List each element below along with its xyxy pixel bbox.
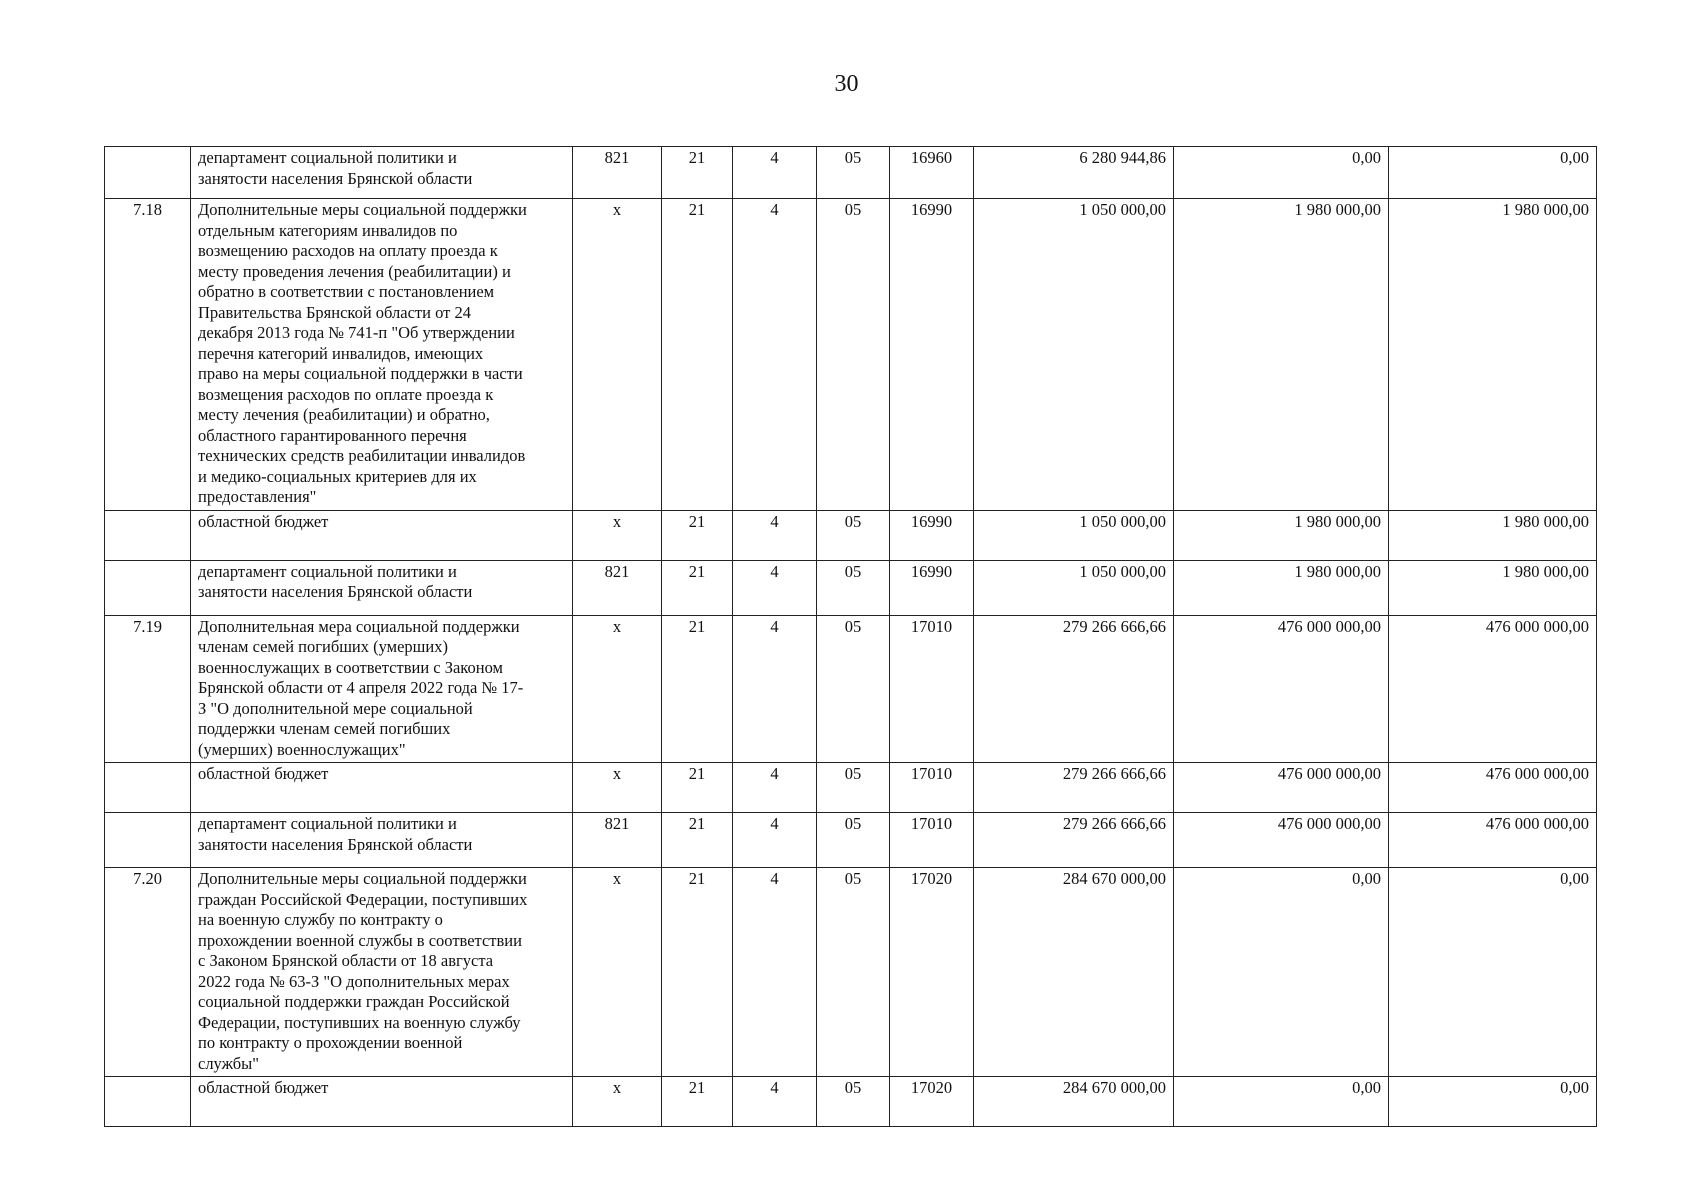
amount-year-3-cell: 0,00 (1389, 1077, 1597, 1127)
table-row (105, 560, 1597, 615)
row-name-cell: департамент социальной политики и занятости населения Брянской области (191, 813, 573, 868)
program-code-cell: 21 (662, 560, 733, 615)
row-name-cell: областной бюджет (191, 1077, 573, 1127)
activity-code-cell: 05 (817, 147, 890, 199)
amount-year-1-cell: 1 050 000,00 (974, 199, 1174, 511)
amount-year-2-cell: 476 000 000,00 (1174, 763, 1389, 813)
direction-code-cell: 17020 (890, 868, 974, 1077)
subprogram-code-cell: 4 (733, 510, 817, 560)
amount-year-1-cell: 1 050 000,00 (974, 510, 1174, 560)
row-name-cell: Дополнительные меры социальной поддержки отдельным категориям инвалидов по возмещению расходов на оплату проезда к месту проведения лечения (реабилитации) и обратно в соответствии с постановлением Правительства Брянской области от 24 декабря 2013 года № 741-п "Об утверждении перечня категорий инвалидов, имеющих право на меры социальной поддержки в части возмещения расходов по оплате проезда к месту лечения (реабилитации) и обратно, областного гарантированного перечня технических средств реабилитации инвалидов и медико-социальных критериев для их предоставления" (191, 199, 573, 511)
row-number-cell (105, 813, 191, 868)
amount-year-2-cell: 0,00 (1174, 1077, 1389, 1127)
grbs-code-cell: х (573, 763, 662, 813)
row-number-cell (105, 1077, 191, 1127)
grbs-code-cell: 821 (573, 147, 662, 199)
activity-code-cell: 05 (817, 199, 890, 511)
direction-code-cell: 16990 (890, 510, 974, 560)
direction-code-cell: 16990 (890, 199, 974, 511)
amount-year-2-cell: 0,00 (1174, 868, 1389, 1077)
activity-code-cell: 05 (817, 813, 890, 868)
row-number-cell (105, 510, 191, 560)
table-row (105, 510, 1597, 560)
table-row (105, 147, 1597, 199)
amount-year-1-cell: 279 266 666,66 (974, 813, 1174, 868)
budget-table (104, 146, 1597, 1127)
subprogram-code-cell: 4 (733, 615, 817, 763)
direction-code-cell: 16990 (890, 560, 974, 615)
program-code-cell: 21 (662, 147, 733, 199)
amount-year-2-cell: 0,00 (1174, 147, 1389, 199)
table-row (105, 199, 1597, 511)
direction-code-cell: 17020 (890, 1077, 974, 1127)
activity-code-cell: 05 (817, 560, 890, 615)
grbs-code-cell: х (573, 510, 662, 560)
direction-code-cell: 16960 (890, 147, 974, 199)
subprogram-code-cell: 4 (733, 868, 817, 1077)
subprogram-code-cell: 4 (733, 560, 817, 615)
table-row (105, 763, 1597, 813)
amount-year-3-cell: 0,00 (1389, 868, 1597, 1077)
table-row (105, 1077, 1597, 1127)
amount-year-2-cell: 1 980 000,00 (1174, 510, 1389, 560)
amount-year-3-cell: 1 980 000,00 (1389, 560, 1597, 615)
subprogram-code-cell: 4 (733, 199, 817, 511)
row-name-cell: департамент социальной политики и занятости населения Брянской области (191, 147, 573, 199)
amount-year-2-cell: 1 980 000,00 (1174, 560, 1389, 615)
amount-year-1-cell: 6 280 944,86 (974, 147, 1174, 199)
amount-year-1-cell: 284 670 000,00 (974, 1077, 1174, 1127)
table-row (105, 868, 1597, 1077)
row-number-cell (105, 763, 191, 813)
row-number-cell: 7.19 (105, 615, 191, 763)
program-code-cell: 21 (662, 763, 733, 813)
program-code-cell: 21 (662, 510, 733, 560)
activity-code-cell: 05 (817, 510, 890, 560)
row-name-cell: Дополнительная мера социальной поддержки членам семей погибших (умерших) военнослужащих в соответствии с Законом Брянской области от 4 апреля 2022 года № 17- З "О дополнительной мере социальной поддержки членам семей погибших (умерших) военнослужащих" (191, 615, 573, 763)
activity-code-cell: 05 (817, 1077, 890, 1127)
program-code-cell: 21 (662, 813, 733, 868)
direction-code-cell: 17010 (890, 615, 974, 763)
subprogram-code-cell: 4 (733, 813, 817, 868)
row-number-cell: 7.18 (105, 199, 191, 511)
row-number-cell (105, 560, 191, 615)
grbs-code-cell: х (573, 868, 662, 1077)
amount-year-2-cell: 476 000 000,00 (1174, 615, 1389, 763)
amount-year-3-cell: 476 000 000,00 (1389, 763, 1597, 813)
direction-code-cell: 17010 (890, 763, 974, 813)
amount-year-3-cell: 0,00 (1389, 147, 1597, 199)
grbs-code-cell: 821 (573, 560, 662, 615)
amount-year-1-cell: 284 670 000,00 (974, 868, 1174, 1077)
direction-code-cell: 17010 (890, 813, 974, 868)
program-code-cell: 21 (662, 615, 733, 763)
amount-year-1-cell: 1 050 000,00 (974, 560, 1174, 615)
subprogram-code-cell: 4 (733, 763, 817, 813)
program-code-cell: 21 (662, 1077, 733, 1127)
row-name-cell: областной бюджет (191, 510, 573, 560)
program-code-cell: 21 (662, 199, 733, 511)
amount-year-1-cell: 279 266 666,66 (974, 615, 1174, 763)
activity-code-cell: 05 (817, 763, 890, 813)
amount-year-2-cell: 1 980 000,00 (1174, 199, 1389, 511)
grbs-code-cell: х (573, 199, 662, 511)
row-name-cell: департамент социальной политики и занятости населения Брянской области (191, 560, 573, 615)
grbs-code-cell: х (573, 1077, 662, 1127)
row-name-cell: Дополнительные меры социальной поддержки граждан Российской Федерации, поступивших на военную службу по контракту о прохождении военной службы в соответствии с Законом Брянской области от 18 августа 2022 года № 63-З "О дополнительных мерах социальной поддержки граждан Российской Федерации, поступивших на военную службу по контракту о прохождении военной службы" (191, 868, 573, 1077)
row-name-cell: областной бюджет (191, 763, 573, 813)
amount-year-3-cell: 476 000 000,00 (1389, 813, 1597, 868)
subprogram-code-cell: 4 (733, 1077, 817, 1127)
table-row (105, 615, 1597, 763)
subprogram-code-cell: 4 (733, 147, 817, 199)
activity-code-cell: 05 (817, 868, 890, 1077)
grbs-code-cell: х (573, 615, 662, 763)
amount-year-1-cell: 279 266 666,66 (974, 763, 1174, 813)
amount-year-3-cell: 476 000 000,00 (1389, 615, 1597, 763)
grbs-code-cell: 821 (573, 813, 662, 868)
program-code-cell: 21 (662, 868, 733, 1077)
page-number: 30 (834, 71, 859, 97)
amount-year-2-cell: 476 000 000,00 (1174, 813, 1389, 868)
activity-code-cell: 05 (817, 615, 890, 763)
amount-year-3-cell: 1 980 000,00 (1389, 199, 1597, 511)
table-row (105, 813, 1597, 868)
row-number-cell: 7.20 (105, 868, 191, 1077)
row-number-cell (105, 147, 191, 199)
amount-year-3-cell: 1 980 000,00 (1389, 510, 1597, 560)
